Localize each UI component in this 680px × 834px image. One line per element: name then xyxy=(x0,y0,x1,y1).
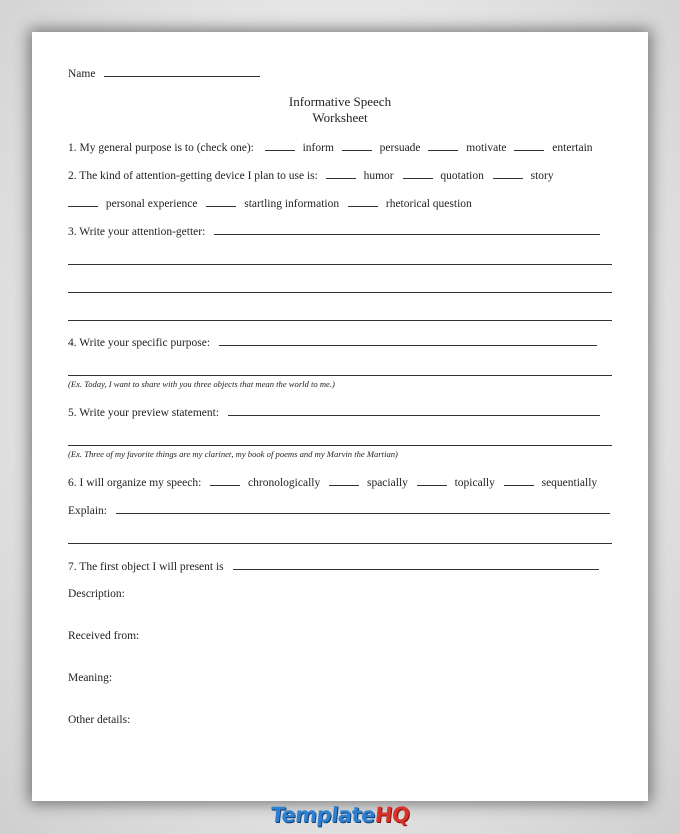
q4-blank[interactable] xyxy=(219,335,597,346)
q2-blank-personal-experience[interactable] xyxy=(68,196,98,207)
q6-blank-chronologically[interactable] xyxy=(210,475,240,486)
q7-received-from-label: Received from: xyxy=(68,630,140,642)
q1-blank-persuade[interactable] xyxy=(342,140,372,151)
worksheet-page xyxy=(32,32,648,801)
q3-blank[interactable] xyxy=(214,224,600,235)
q6-prompt: 6. I will organize my speech: xyxy=(68,477,202,489)
q2-blank-story[interactable] xyxy=(493,168,523,179)
q6-explain-blank[interactable] xyxy=(116,503,610,514)
q6-option-chronologically: chronologically xyxy=(248,477,321,489)
q3-prompt: 3. Write your attention-getter: xyxy=(68,226,206,238)
q3-answer-line-3[interactable] xyxy=(68,320,612,321)
q6-answer-line[interactable] xyxy=(68,543,612,544)
q1-option-inform: inform xyxy=(302,142,334,154)
q6-row xyxy=(68,475,597,490)
q5-answer-line[interactable] xyxy=(68,445,612,446)
q2-prompt: 2. The kind of attention-getting device I plan to use is: xyxy=(68,170,318,182)
q3-answer-line-2[interactable] xyxy=(68,292,612,293)
q7-description-label: Description: xyxy=(68,588,125,600)
q6-blank-spacially[interactable] xyxy=(329,475,359,486)
q2-option-quotation: quotation xyxy=(440,170,484,182)
q6-explain-row xyxy=(68,503,610,518)
q6-blank-sequentially[interactable] xyxy=(504,475,534,486)
name-blank[interactable] xyxy=(104,66,260,77)
q4-answer-line[interactable] xyxy=(68,375,612,376)
q1-option-persuade: persuade xyxy=(379,142,421,154)
q5-prompt: 5. Write your preview statement: xyxy=(68,407,220,419)
q3-row xyxy=(68,224,600,239)
q2-option-startling-information: startling information xyxy=(244,198,340,210)
q2-blank-rhetorical-question[interactable] xyxy=(348,196,378,207)
q2-option-personal-experience: personal experience xyxy=(105,198,198,210)
q2-option-rhetorical-question: rhetorical question xyxy=(385,198,472,210)
q1-option-motivate: motivate xyxy=(466,142,507,154)
title-line-2: Worksheet xyxy=(312,110,368,125)
name-label: Name xyxy=(68,68,96,80)
q5-blank[interactable] xyxy=(228,405,600,416)
q4-prompt: 4. Write your specific purpose: xyxy=(68,337,211,349)
q7-row xyxy=(68,559,599,574)
q6-explain-label: Explain: xyxy=(68,505,107,517)
q6-option-spacially: spacially xyxy=(366,477,408,489)
logo-text-template: Template xyxy=(269,803,377,827)
templatehq-logo xyxy=(0,803,680,827)
q6-option-sequentially: sequentially xyxy=(541,477,598,489)
title-line-1: Informative Speech xyxy=(288,94,392,109)
logo-text-hq: HQ xyxy=(373,803,411,827)
q7-meaning-label: Meaning: xyxy=(68,672,113,684)
q2-option-story: story xyxy=(530,170,554,182)
q5-example: (Ex. Three of my favorite things are my clarinet, my book of poems and my Marvin the Martian) xyxy=(68,449,398,459)
q7-other-details-label: Other details: xyxy=(68,714,131,726)
q1-blank-inform[interactable] xyxy=(265,140,295,151)
q1-row xyxy=(68,140,593,155)
q1-prompt: 1. My general purpose is to (check one): xyxy=(68,142,254,154)
name-row xyxy=(68,66,260,81)
q7-blank[interactable] xyxy=(233,559,599,570)
q4-row xyxy=(68,335,597,350)
q4-example: (Ex. Today, I want to share with you three objects that mean the world to me.) xyxy=(68,379,335,389)
q1-option-entertain: entertain xyxy=(552,142,593,154)
q5-row xyxy=(68,405,600,420)
q6-option-topically: topically xyxy=(454,477,495,489)
q3-answer-line-1[interactable] xyxy=(68,264,612,265)
q1-blank-motivate[interactable] xyxy=(428,140,458,151)
q2-row-1 xyxy=(68,168,554,183)
q6-blank-topically[interactable] xyxy=(417,475,447,486)
q7-prompt: 7. The first object I will present is xyxy=(68,561,224,573)
q2-option-humor: humor xyxy=(363,170,394,182)
q2-blank-quotation[interactable] xyxy=(403,168,433,179)
q1-blank-entertain[interactable] xyxy=(514,140,544,151)
q2-blank-humor[interactable] xyxy=(326,168,356,179)
q2-row-2 xyxy=(68,196,472,211)
q2-blank-startling-information[interactable] xyxy=(206,196,236,207)
